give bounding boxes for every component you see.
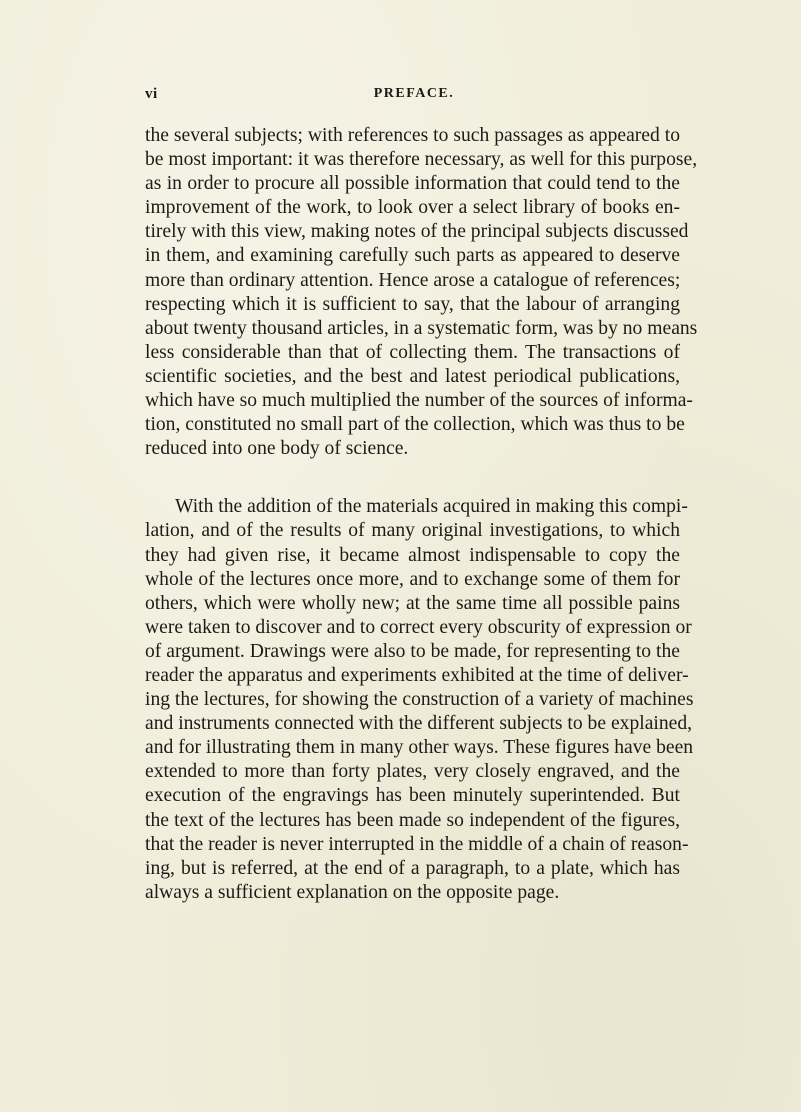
text-line: others, which were wholly new; at the same time all possible pains — [145, 592, 680, 614]
text-line: reader the apparatus and experiments exhibited at the time of deliver- — [145, 664, 689, 686]
text-line: whole of the lectures once more, and to exchange some of them for — [145, 568, 680, 590]
text-line: lation, and of the results of many original investigations, to which — [145, 520, 680, 542]
text-line: they had given rise, it became almost indispensable to copy the — [145, 544, 680, 566]
text-line: as in order to procure all possible information that could tend to the — [145, 173, 680, 195]
page-header — [145, 86, 675, 108]
body-text — [145, 124, 698, 905]
text-line: reduced into one body of science. — [145, 438, 409, 460]
running-head: PREFACE. — [373, 86, 455, 101]
text-line: execution of the engravings has been minutely superintended. But — [145, 785, 680, 807]
text-line: more than ordinary attention. Hence arose a catalogue of references; — [145, 269, 681, 291]
text-line: respecting which it is sufficient to say, that the labour of arranging — [145, 293, 680, 315]
text-line: tirely with this view, making notes of the principal subjects discussed — [145, 221, 689, 243]
text-line: the text of the lectures has been made so independent of the figures, — [145, 809, 680, 831]
text-line: the several subjects; with references to such passages as appeared to — [145, 125, 680, 146]
page-number: vi — [145, 86, 158, 102]
text-line: and for illustrating them in many other ways. These figures have been — [145, 737, 694, 759]
text-line: tion, constituted no small part of the collection, which was thus to be — [145, 414, 685, 436]
text-line: in them, and examining carefully such parts as appeared to deserve — [145, 245, 680, 267]
text-line: less considerable than that of collecting them. The transactions of — [145, 341, 680, 363]
text-line: scientific societies, and the best and latest periodical publications, — [145, 365, 680, 387]
text-line: always a sufficient explanation on the opposite page. — [145, 881, 560, 903]
paragraph-2 — [145, 495, 694, 905]
text-line: and instruments connected with the different subjects to be explained, — [145, 713, 693, 735]
text-line: that the reader is never interrupted in the middle of a chain of reason- — [145, 833, 689, 855]
text-line: With the addition of the materials acquired in making this compi- — [175, 496, 688, 518]
text-line: were taken to discover and to correct every obscurity of expression or — [145, 616, 692, 638]
text-line: be most important: it was therefore necessary, as well for this purpose, — [145, 149, 698, 171]
text-line: extended to more than forty plates, very closely engraved, and the — [145, 761, 680, 783]
text-line: about twenty thousand articles, in a systematic form, was by no means — [145, 317, 698, 339]
text-line: of argument. Drawings were also to be made, for representing to the — [145, 640, 680, 662]
paragraph-gap — [145, 461, 680, 495]
text-line: ing the lectures, for showing the construction of a variety of machines — [145, 689, 694, 711]
text-line: improvement of the work, to look over a select library of books en- — [145, 197, 680, 219]
text-line: ing, but is referred, at the end of a paragraph, to a plate, which has — [145, 857, 680, 879]
text-line: which have so much multiplied the number of the sources of informa- — [145, 390, 693, 412]
paragraph-1 — [145, 124, 698, 461]
